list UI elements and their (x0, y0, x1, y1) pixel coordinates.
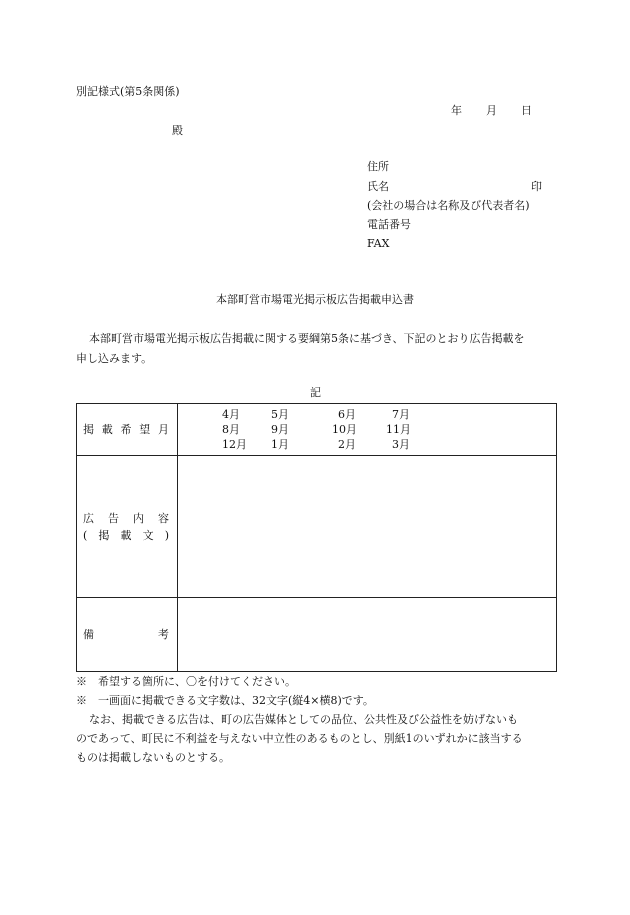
address-label: 住所 (367, 160, 389, 173)
desired-months-label: 掲載希望月 (83, 423, 169, 436)
month-option[interactable]: 9月 (271, 423, 289, 436)
note-paragraph-line-3: ものは掲載しないものとする。 (76, 751, 230, 764)
note-2: ※ 一画面に掲載できる文字数は、32文字(縦4×横8)です。 (76, 694, 374, 707)
note-paragraph-line-2: のであって、町民に不利益を与えない中立性のあるものとし、別紙1のいずれかに該当する (76, 732, 523, 745)
desired-months-label-cell (77, 404, 178, 456)
ki-heading: 記 (310, 386, 321, 399)
table-row-desired-months (77, 404, 557, 456)
seal-label: 印 (531, 180, 542, 193)
note-paragraph-line-1: なお、掲載できる広告は、町の広告媒体としての品位、公共性及び公益性を妨げないも (89, 713, 518, 726)
month-option[interactable]: 1月 (271, 438, 289, 451)
months-cell[interactable] (178, 404, 557, 456)
remarks-label-cell (77, 598, 178, 672)
company-note: (会社の場合は名称及び代表者名) (367, 199, 530, 212)
date-day: 日 (521, 104, 532, 117)
ad-content-field[interactable] (178, 456, 557, 598)
table-row-remarks (77, 598, 557, 672)
month-option[interactable]: 8月 (222, 423, 240, 436)
month-option[interactable]: 2月 (338, 438, 356, 451)
month-option[interactable]: 7月 (392, 408, 410, 421)
application-table (76, 403, 557, 672)
form-style-label: 別記様式(第5条関係) (76, 85, 180, 98)
date-year: 年 (451, 104, 462, 117)
name-label: 氏名 (367, 180, 389, 193)
remarks-label: 備考 (83, 628, 169, 641)
ad-content-label: 広告内容 (83, 511, 169, 525)
document-title: 本部町営市場電光掲示板広告掲載申込書 (216, 293, 414, 306)
month-option[interactable]: 12月 (222, 438, 247, 451)
remarks-field[interactable] (178, 598, 557, 672)
intro-line-1: 本部町営市場電光掲示板広告掲載に関する要綱第5条に基づき、下記のとおり広告掲載を (89, 332, 525, 345)
month-option[interactable]: 4月 (222, 408, 240, 421)
note-1: ※ 希望する箇所に、〇を付けてください。 (76, 675, 296, 688)
month-option[interactable]: 3月 (392, 438, 410, 451)
ad-content-label-cell (77, 456, 178, 598)
month-option[interactable]: 6月 (338, 408, 356, 421)
ad-text-label: (掲載文) (83, 528, 169, 542)
phone-label: 電話番号 (367, 218, 411, 231)
month-option[interactable]: 5月 (271, 408, 289, 421)
date-month: 月 (486, 104, 497, 117)
intro-line-2: 申し込みます。 (76, 352, 153, 365)
table-row-ad-content (77, 456, 557, 598)
addressee-honorific: 殿 (172, 124, 183, 137)
fax-label: FAX (367, 237, 390, 250)
month-option[interactable]: 11月 (386, 423, 411, 436)
month-option[interactable]: 10月 (332, 423, 357, 436)
